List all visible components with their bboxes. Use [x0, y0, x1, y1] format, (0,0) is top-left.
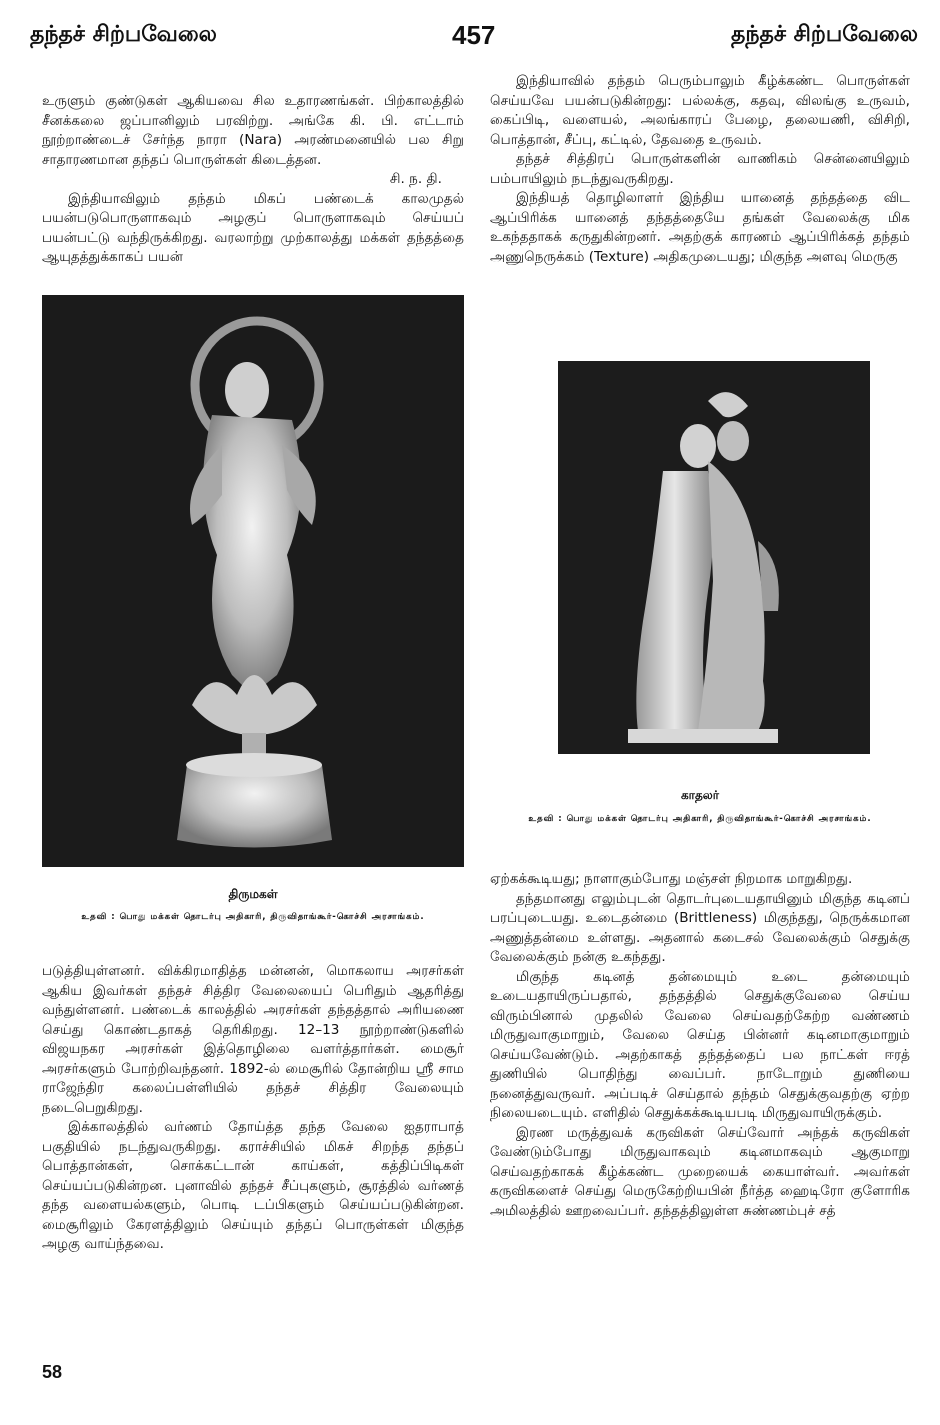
left-column-top-text: [42, 92, 464, 278]
figure-caption-title: திருமகள்: [228, 887, 278, 901]
paragraph: மிகுந்த கடினத் தன்மையும் உடை தன்மையும் உடையதாயிருப்பதால், தந்தத்தில் செதுக்குவேலை செய்ய விரும்பினால் முதலில் வேலை செய்வதற்கேற்ற வண்ணம் மிருதுவாகுமாறும், வேலை செய்த பின்னர் கடினமாகுமாறும் செய்யவேண்டும். அதற்காகத் தந்தத்தைப் பல நாட்கள் ஈரத் துணியில் பொதிந்து வைப்பர். நாடோறும் துணியை நனைத்துவருவர். அப்படிச் செய்தால் தந்தம் செதுக்குவதற்கு ஏற்ற நிலையடையும். எளிதில் செதுக்கக்கூடியபடி மிருதுவாயிருக்கும்.: [490, 968, 910, 1121]
paragraph: இரண மருத்துவக் கருவிகள் செய்வோர் அந்தக் கருவிகள் வேண்டும்போது மிருதுவாகவும் கடினமாகவும் ஆகுமாறு செய்வதற்காகக் கீழ்க்கண்ட முறையைக் கையாள்வர். அவர்கள் கருவிகளைச் செய்து மெருகேற்றியபின் நீர்த்த ஹைடிரோ குளோரிக அமிலத்தில் ஊறவைப்பர். தந்தத்திலுள்ள சுண்ணம்புச் சத்: [490, 1124, 910, 1219]
ivory-couple-figure: [558, 361, 870, 754]
right-column-top-text: [490, 72, 910, 334]
running-header-left: தந்தச் சிற்பவேலை: [30, 22, 217, 47]
author-signature: சி. ந. தி.: [389, 171, 442, 187]
figure-caption-credit: உதவி : பொது மக்கள் தொடர்பு அதிகாரி, திருவிதாங்கூர்-கொச்சி அரசாங்கம்.: [81, 912, 425, 922]
paragraph: இந்தியாவிலும் தந்தம் மிகப் பண்டைக் காலமுதல் பயன்படுபொருளாகவும் அழகுப் பொருளாகவும் செய்யப் பயன்பட்டு வந்திருக்கிறது. வரலாற்று முற்காலத்து மக்கள் தந்தத்தை ஆயுதத்துக்காகப் பயன்: [42, 190, 464, 265]
paragraph: உருளும் குண்டுகள் ஆகியவை சில உதாரணங்கள். பிற்காலத்தில் சீனக்கலை ஜப்பானிலும் பரவிற்று. அங்கே கி. பி. எட்டாம் நூற்றாண்டைச் சேர்ந்த நாரா (Nara) அரண்மனையில் பல சிறு சாதாரணமான தந்தப் பொருள்கள் கிடைத்தன.: [42, 93, 464, 168]
paragraph: ஏற்கக்கூடியது; நாளாகும்போது மஞ்சள் நிறமாக மாறுகிறது.: [490, 871, 853, 887]
figure-caption-title: காதலர்: [681, 788, 719, 802]
photo-kaadhalar-statue: [558, 361, 870, 754]
figure-caption-credit: உதவி : பொது மக்கள் தொடர்பு அதிகாரி, திருவிதாங்கூர்-கொச்சி அரசாங்கம்.: [528, 814, 872, 824]
left-column-bottom-text: [42, 962, 464, 1318]
paragraph: படுத்தியுள்ளனர். விக்கிரமாதித்த மன்னன், மொகலாய அரசர்கள் ஆகிய இவர்கள் தந்தச் சித்திர வேலையைப் பெரிதும் ஆதரித்து வந்துள்ளனர். பண்டைக் காலத்தில் அரசர்கள் தந்தத்தால் அரியணை செய்து கொண்டதாகத் தெரிகிறது. 12–13 நூற்றாண்டுகளில் விஜயநகர அரசர்கள் இத்தொழிலை வளர்த்தார்கள். மைசூர் அரசர்களும் போற்றிவந்தனர். 1892-ல் மைசூரில் தோன்றிய ஸ்ரீ சாம ராஜேந்திர கலைப்பள்ளியில் தந்தச் சித்திர வேலையும் நடைபெறுகிறது.: [42, 963, 464, 1116]
paragraph: இக்காலத்தில் வர்ணம் தோய்த்த தந்த வேலை ஐதராபாத் பகுதியில் நடந்துவருகிறது. கராச்சியில் மிகச் சிறந்த தந்தப் பொத்தான்கள், சொக்கட்டான் காய்கள், கத்திப்பிடிகள் செய்யப்படுகின்றன. புனாவில் தந்தச் சீப்புகளும், சூரத்தில் வர்ணத் தந்த வளையல்களும், பொடி டப்பிகளும் செய்யப்படுகின்றன. மைசூரிலும் கேரளத்திலும் செய்யும் தந்தப் பொருள்கள் மிகுந்த அழகு வாய்ந்தவை.: [42, 1119, 464, 1252]
paragraph: இந்தியத் தொழிலாளர் இந்திய யானைத் தந்தத்தை விட ஆப்பிரிக்க யானைத் தந்தத்தையே தங்கள் வேலைக்கு மிக உகந்ததாகக் கருதுகின்றனர். அதற்குக் காரணம் ஆப்பிரிக்கத் தந்தம் அணுநெருக்கம் (Texture) அதிகமுடையது; மிகுந்த அளவு மெருகு: [490, 190, 910, 265]
page-folio-number: 457: [452, 20, 496, 50]
ivory-statue-figure: [42, 295, 464, 867]
running-header-right: தந்தச் சிற்பவேலை: [731, 22, 918, 47]
page-number: 58: [42, 1362, 63, 1382]
paragraph: இந்தியாவில் தந்தம் பெரும்பாலும் கீழ்க்கண்ட பொருள்கள் செய்யவே பயன்படுகின்றது: பல்லக்கு, கதவு, விலங்கு உருவம், கைப்பிடி, வளையல், அலங்காரப் பேழை, தலையணி, விசிறி, பொத்தான், சீப்பு, கட்டில், தேவதை உருவம்.: [490, 73, 910, 148]
photo-thirumagal-statue: [42, 295, 464, 867]
right-column-bottom-text: [490, 870, 910, 1330]
paragraph: தந்தமானது எலும்புடன் தொடர்புடையதாயினும் மிகுந்த கடினப் பரப்புடையது. உடைதன்மை (Brittleness) மிகுந்தது, நெருக்கமான அணுத்தன்மை உள்ளது. அதனால் கடைசல் வேலைக்கும் செதுக்கு வேலைக்கும் நன்கு உகந்தது.: [490, 890, 910, 965]
paragraph: தந்தச் சித்திரப் பொருள்களின் வாணிகம் சென்னையிலும் பம்பாயிலும் நடந்துவருகிறது.: [490, 151, 910, 187]
